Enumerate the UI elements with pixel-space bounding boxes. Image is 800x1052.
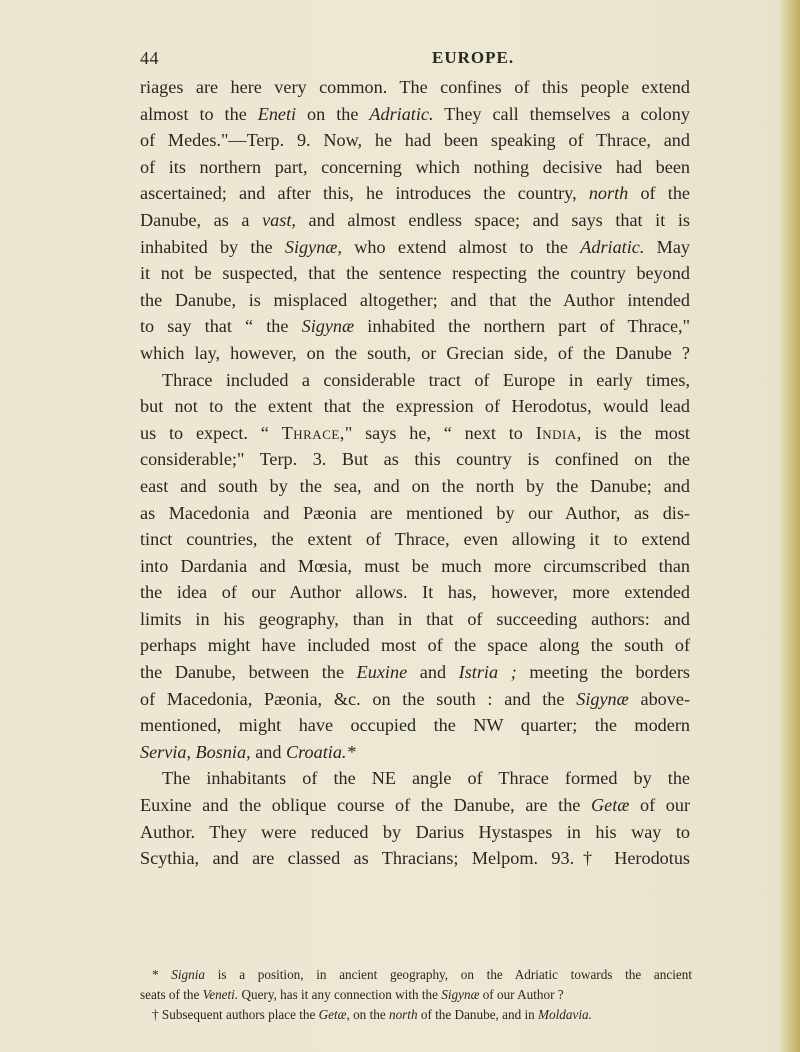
footnotes <box>140 965 692 1025</box>
text-segment: Euxine <box>356 662 408 683</box>
text-line <box>140 579 690 606</box>
text-segment: " says he, “ next to <box>344 422 536 443</box>
text-line <box>140 792 690 819</box>
text-line <box>140 632 690 659</box>
text-line <box>140 553 690 580</box>
text-segment: east and south by the sea, and on the north by the Danube; and <box>140 475 690 496</box>
text-segment: seats of the <box>140 987 203 1002</box>
text-segment: on the <box>296 103 370 124</box>
text-line <box>140 313 690 340</box>
text-segment: ascertained; and after this, he introduces the country, <box>140 183 589 204</box>
footnote-line <box>140 985 692 1005</box>
text-segment: Thrace included a considerable tract of Europe in early times, <box>162 369 690 390</box>
text-line <box>140 819 690 846</box>
text-segment: to say that “ the <box>140 316 302 337</box>
text-segment: considerable;" Terp. 3. But as this country is confined on the <box>140 449 690 470</box>
text-segment: vast, <box>262 209 296 230</box>
text-segment: May <box>644 236 690 257</box>
text-segment: Moldavia. <box>538 1007 592 1022</box>
text-line <box>140 686 690 713</box>
text-line <box>140 473 690 500</box>
text-segment: it not be suspected, that the sentence respecting the country beyond <box>140 263 690 284</box>
text-segment: meeting the borders <box>516 662 691 683</box>
text-segment: Croatia.* <box>286 741 356 762</box>
text-line <box>140 287 690 314</box>
page-edge <box>778 0 800 1052</box>
text-segment: India, <box>535 422 582 443</box>
text-segment: of our Author ? <box>479 987 564 1002</box>
text-segment: almost to the <box>140 103 258 124</box>
text-line <box>140 180 690 207</box>
footnote-line <box>140 965 692 985</box>
text-segment: the Danube, is misplaced altogether; and that the Author intended <box>140 289 690 310</box>
text-segment: the Danube, between the <box>140 662 357 683</box>
text-segment: of the Danube, and in <box>417 1007 539 1022</box>
text-line <box>140 500 690 527</box>
text-segment: Euxine and the oblique course of the Danube, are the <box>140 795 591 816</box>
text-segment: * <box>152 967 172 982</box>
text-segment: north <box>588 183 629 204</box>
text-line <box>140 393 690 420</box>
text-segment: riages are here very common. The confines of this people extend <box>140 77 690 97</box>
text-segment: Adriatic. <box>369 103 434 124</box>
text-line <box>140 154 690 181</box>
text-segment: inhabited the northern part of Thrace," <box>354 316 690 337</box>
text-segment: Query, has it any connection with the <box>238 987 442 1002</box>
text-segment: of Medes."—Terp. 9. Now, he had been speaking of Thrace, and <box>140 130 690 151</box>
text-line <box>140 367 690 394</box>
text-segment: † Subsequent authors place the <box>152 1007 319 1022</box>
text-line <box>140 739 690 766</box>
text-segment: Danube, as a <box>140 209 263 230</box>
text-segment: north <box>388 1007 418 1022</box>
text-line <box>140 606 690 633</box>
footnote-line <box>140 1005 692 1025</box>
text-line <box>140 659 690 686</box>
text-line <box>140 234 690 261</box>
text-segment: Getæ, <box>318 1007 350 1022</box>
text-segment: Sigynæ, <box>284 236 342 257</box>
text-segment: Sigynæ <box>301 316 355 337</box>
text-segment: is the most <box>581 422 690 443</box>
text-segment: Scythia, and are classed as Thracians; Melpom. 93.† Herodotus <box>140 848 690 869</box>
text-line <box>140 74 690 101</box>
text-segment: and <box>407 662 459 683</box>
text-line <box>140 101 690 128</box>
text-segment: above- <box>628 688 690 709</box>
text-line <box>140 127 690 154</box>
text-segment: Sigynæ <box>576 688 629 709</box>
text-segment: us to expect. “ <box>140 422 282 443</box>
text-line <box>140 712 690 739</box>
text-segment: They call themselves a colony <box>433 103 690 124</box>
text-segment: of the <box>628 183 690 204</box>
text-segment: who extend almost to the <box>341 236 581 257</box>
text-line <box>140 340 690 367</box>
text-line <box>140 845 690 872</box>
text-segment: tinct countries, the extent of Thrace, even allowing it to extend <box>140 529 690 550</box>
text-segment: is a position, in ancient geography, on the Adriatic towards the ancient <box>205 967 693 982</box>
text-segment: Thrace, <box>281 422 345 443</box>
running-head: EUROPE. <box>432 48 515 67</box>
text-line <box>140 526 690 553</box>
text-segment: perhaps might have included most of the space along the south of <box>140 635 690 656</box>
text-segment: Eneti <box>257 103 297 124</box>
text-segment: Getæ <box>590 795 630 816</box>
text-segment: as Macedonia and Pæonia are mentioned by our Author, as dis- <box>140 502 690 523</box>
text-segment: Servia, Bosnia, <box>140 741 251 762</box>
text-line <box>140 420 690 447</box>
text-segment: the idea of our Author allows. It has, however, more extended <box>140 582 690 603</box>
text-segment: mentioned, might have occupied the NW quarter; the modern <box>140 715 690 736</box>
text-segment: Veneti. <box>202 987 239 1002</box>
text-segment: inhabited by the <box>140 236 285 257</box>
text-segment: Adriatic. <box>580 236 645 257</box>
text-segment: of its northern part, concerning which nothing decisive had been <box>140 156 690 177</box>
text-line <box>140 765 690 792</box>
page-number: 44 <box>140 48 159 68</box>
text-segment: on the <box>349 1007 389 1022</box>
text-segment: Signia <box>171 967 205 982</box>
text-segment: and almost endless space; and says that it is <box>295 209 690 230</box>
page-header <box>0 26 800 68</box>
text-line <box>140 207 690 234</box>
text-line <box>140 446 690 473</box>
text-segment: into Dardania and Mœsia, must be much more circumscribed than <box>140 555 690 576</box>
text-segment: Istria ; <box>458 662 517 683</box>
text-segment: and <box>250 741 286 762</box>
text-segment: Author. They were reduced by Darius Hystaspes in his way to <box>140 821 690 842</box>
text-segment: of Macedonia, Pæonia, &c. on the south : and the <box>140 688 577 709</box>
text-segment: The inhabitants of the NE angle of Thrace formed by the <box>162 768 690 789</box>
text-segment: which lay, however, on the south, or Grecian side, of the Danube ? <box>140 342 690 363</box>
text-segment: Sigynæ <box>441 987 480 1002</box>
text-segment: but not to the extent that the expression of Herodotus, would lead <box>140 396 690 417</box>
text-line <box>140 260 690 287</box>
text-segment: of our <box>629 795 690 816</box>
body-text <box>140 74 690 872</box>
text-segment: limits in his geography, than in that of succeeding authors: and <box>140 608 690 629</box>
